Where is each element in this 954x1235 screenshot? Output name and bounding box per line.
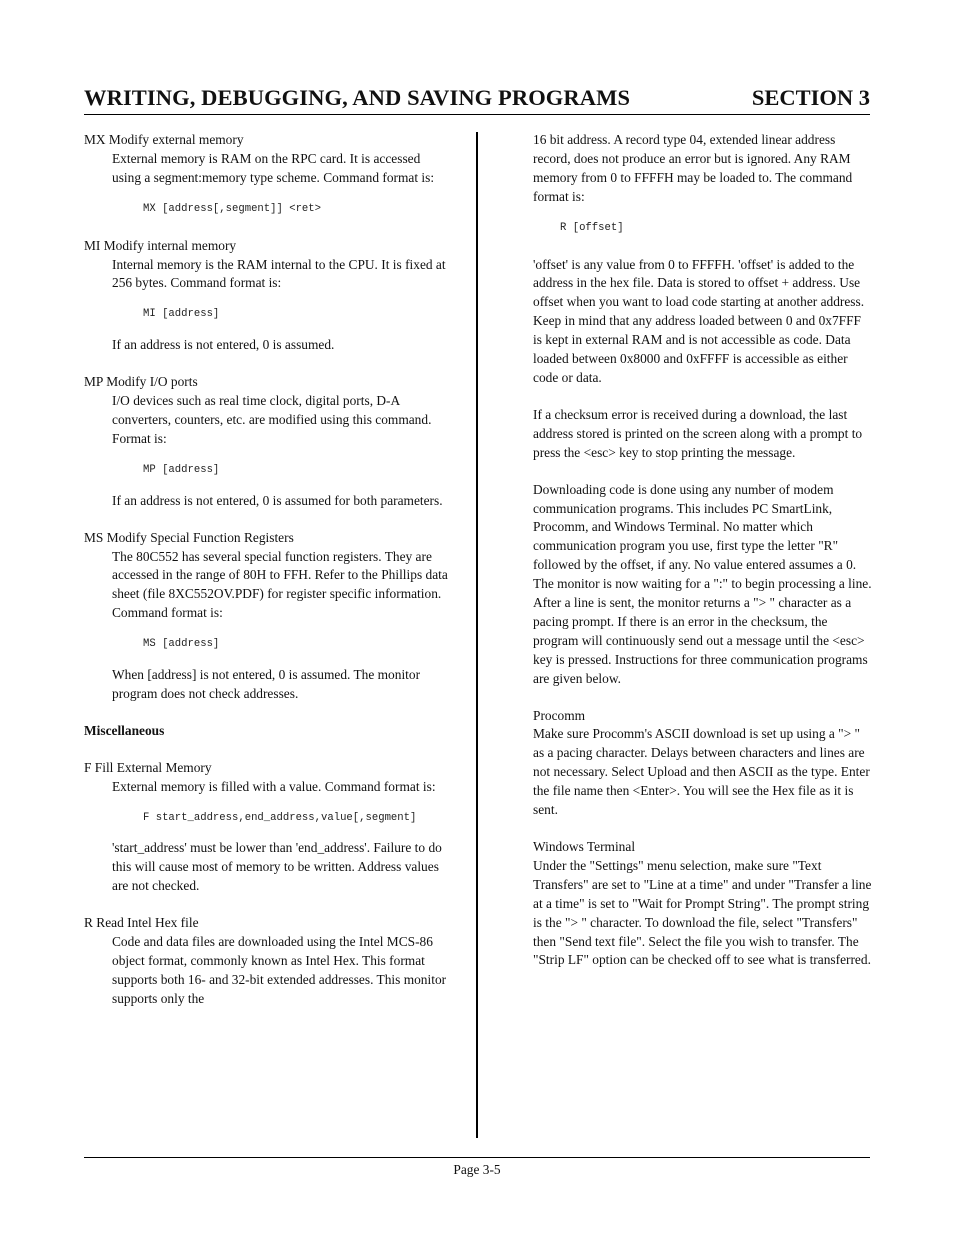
ms-command-description: The 80C552 has several special function registers. They are accessed in the range of 80H to FFH. Refer to the Phillips data sheet (file 8XC552OV.PDF) for register specific information. Command format is: bbox=[112, 548, 448, 621]
mi-command-note: If an address is not entered, 0 is assumed. bbox=[112, 337, 335, 353]
mp-command-note: If an address is not entered, 0 is assumed for both parameters. bbox=[112, 492, 443, 508]
mx-command-description: External memory is RAM on the RPC card. It is accessed using a segment:memory type scheme. Command format is: bbox=[112, 150, 435, 185]
ms-command-syntax: MS [address] bbox=[143, 638, 220, 651]
mp-command-title: MP Modify I/O ports bbox=[84, 374, 198, 390]
windows-terminal-paragraph: Under the "Settings" menu selection, make sure "Text Transfers" are set to "Line at a time" and under "Transfer a line at a time" is set to "Wait for Prompt String". The prompt string is the "> " character. To download the file, select "Transfers" then "Send text file". Select the file you wish to transfer. The "Strip LF" option can be checked off to see what is transferred. bbox=[533, 857, 872, 968]
left-column bbox=[84, 131, 452, 1009]
checksum-paragraph: If a checksum error is received during a download, the last address stored is printed on the screen along with a prompt to press the <esc> key to stop printing the message. bbox=[533, 406, 863, 460]
r-command-syntax: R [offset] bbox=[560, 221, 624, 234]
offset-paragraph: 'offset' is any value from 0 to FFFFH. 'offset' is added to the address in the hex file. Data is stored to offset + address. Use offset when you want to load code starting at another address. Keep in mind that any address loaded between 0 and 0x7FFF is kept in external RAM and is not accessible as code. Data loaded between 0x8000 and 0xFFFF is accessible as either code or data. bbox=[533, 256, 865, 385]
mp-command-syntax: MP [address] bbox=[143, 463, 220, 476]
section-label: SECTION 3 bbox=[751, 85, 870, 110]
procomm-title: Procomm bbox=[533, 707, 586, 723]
page-header bbox=[84, 84, 870, 115]
chapter-title: WRITING, DEBUGGING, AND SAVING PROGRAMS bbox=[84, 85, 631, 110]
r-command-description-continued: 16 bit address. A record type 04, extended linear address record, does not produce an error but is ignored. Any RAM memory from 0 to FFFFH may be loaded to. The command format is: bbox=[533, 132, 853, 204]
mi-command-title: MI Modify internal memory bbox=[84, 237, 237, 253]
ms-command-note: When [address] is not entered, 0 is assumed. The monitor program does not check addresses. bbox=[112, 667, 421, 701]
mi-command-description: Internal memory is the RAM internal to the CPU. It is fixed at 256 bytes. Command format is: bbox=[112, 256, 446, 291]
downloading-paragraph: Downloading code is done using any number of modem communication programs. This includes PC SmartLink, Procomm, and Windows Terminal. No matter which communication program you use, first type the letter "R" followed by the offset, if any. No value entered assumes a 0. The monitor is now waiting for a ":" to begin processing a line. After a line is sent, the monitor returns a "> " character as a pacing prompt. If there is an error in the checksum, the program will continuously send out a message until the <esc> key is pressed. Instructions for three communication programs are given below. bbox=[533, 481, 872, 686]
r-command-title: R Read Intel Hex file bbox=[84, 915, 199, 931]
mp-command-description: I/O devices such as real time clock, digital ports, D-A converters, counters, etc. are modified using this command. Format is: bbox=[112, 393, 432, 446]
windows-terminal-title: Windows Terminal bbox=[533, 839, 636, 854]
f-command-description: External memory is filled with a value. Command format is: bbox=[112, 778, 436, 794]
footer-rule bbox=[84, 1157, 870, 1158]
procomm-paragraph: Make sure Procomm's ASCII download is set up using a "> " as a pacing character. Delays between characters and lines are not necessary. Select Upload and then ASCII as the type. Enter the file name then <Enter>. You will see the Hex file as it is sent. bbox=[533, 726, 870, 818]
f-command-note: 'start_address' must be lower than 'end_address'. Failure to do this will cause most of memory to be written. Address values are not checked. bbox=[112, 840, 442, 894]
r-command-description: Code and data files are downloaded using the Intel MCS-86 object format, commonly known as Intel Hex. This format supports both 16- and 32-bit extended addresses. This monitor supports only the bbox=[112, 934, 447, 1006]
ms-command-title: MS Modify Special Function Registers bbox=[84, 529, 294, 545]
f-command-syntax: F start_address,end_address,value[,segment] bbox=[143, 811, 417, 824]
page-number: Page 3-5 bbox=[453, 1162, 501, 1177]
f-command-title: F Fill External Memory bbox=[84, 759, 212, 775]
miscellaneous-heading: Miscellaneous bbox=[84, 722, 165, 738]
mi-command-syntax: MI [address] bbox=[143, 308, 220, 321]
column-divider bbox=[476, 132, 478, 1138]
mx-command-title: MX Modify external memory bbox=[84, 132, 244, 147]
mx-command-syntax: MX [address[,segment]] <ret> bbox=[143, 202, 322, 215]
right-column bbox=[533, 131, 873, 970]
